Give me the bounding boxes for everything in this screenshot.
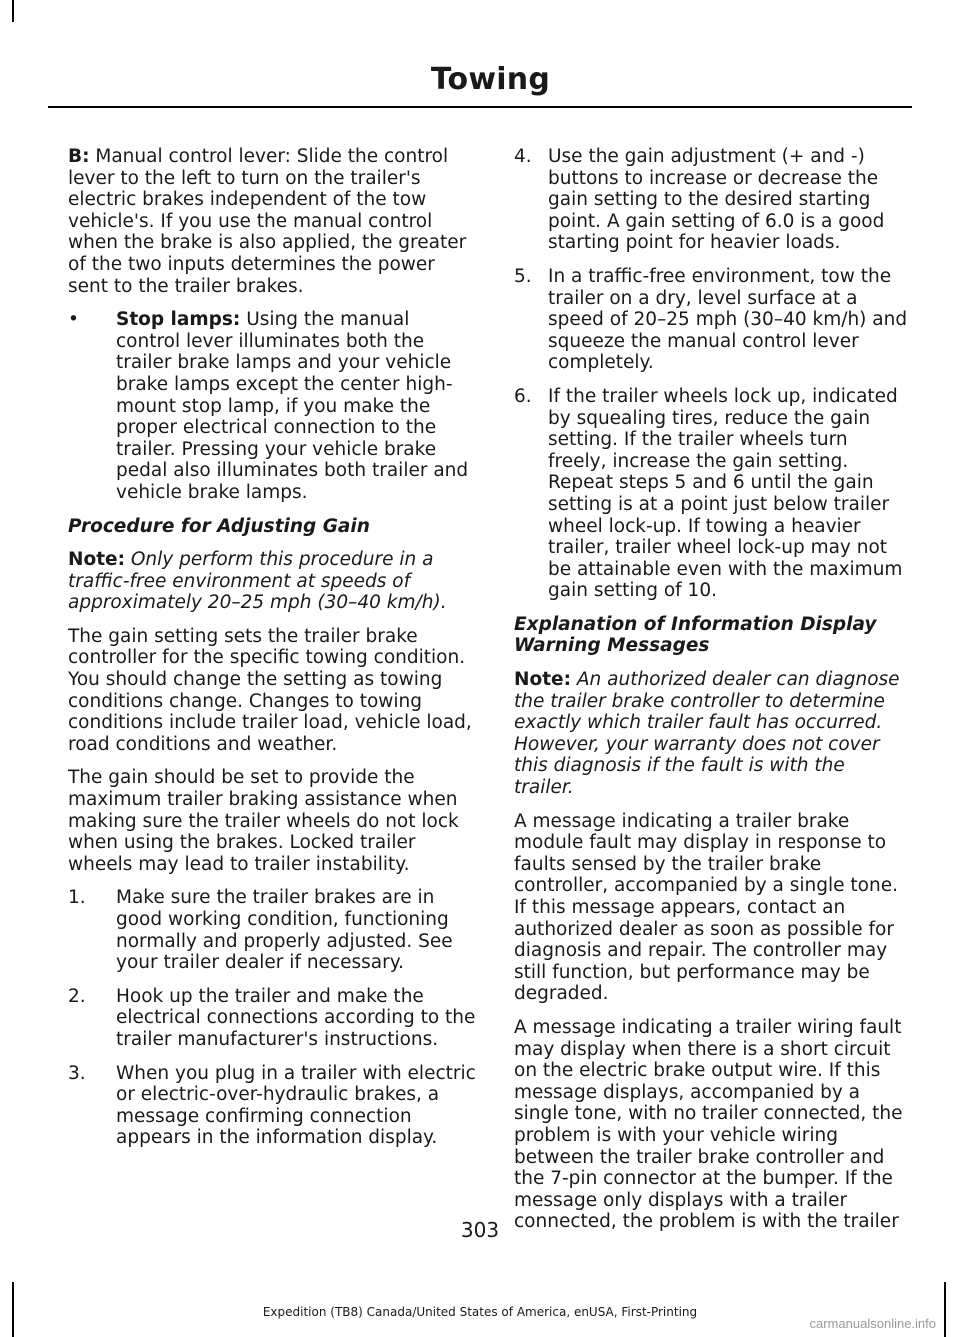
bullet-icon: • bbox=[68, 309, 79, 331]
step-number: 1. bbox=[68, 887, 86, 909]
step-item bbox=[68, 1063, 476, 1149]
section-heading-warnings: Explanation of Information Display Warning Messages bbox=[514, 613, 877, 657]
intro-paragraph bbox=[68, 146, 476, 297]
bullet-text: Using the manual control lever illuminates both the trailer brake lamps and your vehicle brake lamps except the center high-mount stop lamp, if you make the proper electrical connection to the trailer. Pressing your vehicle brake pedal also illuminates both trailer and vehicle brake lamps. bbox=[116, 309, 469, 503]
note-warnings bbox=[514, 669, 910, 799]
page-number: 303 bbox=[460, 1218, 500, 1242]
step-text: When you plug in a trailer with electric or electric-over-hydraulic brakes, a message confirming connection appears in the information display. bbox=[116, 1062, 476, 1149]
watermark: carmanualsonline.info bbox=[809, 1316, 936, 1331]
step-text: Use the gain adjustment (+ and -) buttons to increase or decrease the gain setting to the desired starting point. A gain setting of 6.0 is a good starting point for heavier loads. bbox=[548, 146, 885, 254]
paragraph: A message indicating a trailer wiring fault may display when there is a short circuit on the electric brake output wire. If this message displays, accompanied by a single tone, with no trailer connected, the problem is with your vehicle wiring between the trailer brake controller and the 7-pin connector at the bumper. If the message only displays with a trailer connected, the problem is with the trailer bbox=[514, 1016, 903, 1233]
paragraph: A message indicating a trailer brake module fault may display in response to faults sensed by the trailer brake controller, accompanied by a single tone. If this message appears, contact an authorized dealer as soon as possible for diagnosis and repair. The controller may still function, but performance may be degraded. bbox=[514, 810, 898, 1005]
step-number: 6. bbox=[514, 385, 532, 407]
note-label: Note: bbox=[514, 669, 571, 691]
right-column bbox=[514, 146, 910, 1245]
crop-mark-top-left bbox=[12, 0, 14, 22]
step-number: 3. bbox=[68, 1062, 86, 1084]
paragraph: The gain setting sets the trailer brake controller for the specific towing condition. You should change the setting as towing conditions change. Changes to towing conditions include trailer load, vehicle load, road conditions and weather. bbox=[68, 625, 472, 755]
step-number: 5. bbox=[514, 265, 532, 287]
step-item bbox=[514, 146, 910, 254]
step-item bbox=[68, 986, 476, 1051]
left-column bbox=[68, 146, 476, 1161]
intro-text: Manual control lever: Slide the control lever to the left to turn on the trailer's electric brakes independent of the tow vehicle's. If you use the manual control when the brake is also applied, the greater of the two inputs determines the power sent to the trailer brakes. bbox=[68, 146, 467, 297]
footer-text: Expedition (TB8) Canada/United States of America, enUSA, First-Printing bbox=[262, 1305, 698, 1319]
intro-label: B: bbox=[68, 146, 90, 167]
step-text: Hook up the trailer and make the electrical connections according to the trailer manufacturer's instructions. bbox=[116, 985, 476, 1050]
step-item bbox=[514, 266, 910, 374]
note-text: An authorized dealer can diagnose the trailer brake controller to determine exactly which trailer fault has occurred. However, your warranty does not cover this diagnosis if the fault is with the trailer. bbox=[514, 669, 900, 799]
note-gain bbox=[68, 549, 476, 614]
note-label: Note: bbox=[68, 549, 125, 571]
page-title: Towing bbox=[430, 62, 550, 97]
bullet-stop-lamps bbox=[68, 309, 476, 503]
note-text: Only perform this procedure in a traffic-free environment at speeds of approximately 20–25 mph (30–40 km/h). bbox=[68, 549, 447, 614]
step-text: If the trailer wheels lock up, indicated by squealing tires, reduce the gain setting. If the trailer wheels turn freely, increase the gain setting. Repeat steps 5 and 6 until the gain setting is at a point just below trailer wheel lock-up. If towing a heavier trailer, trailer wheel lock-up may not be attainable even with the maximum gain setting of 10. bbox=[548, 385, 903, 602]
paragraph: The gain should be set to provide the maximum trailer braking assistance when making sure the trailer wheels do not lock when using the brakes. Locked trailer wheels may lead to trailer instability. bbox=[68, 767, 459, 875]
bullet-label: Stop lamps: bbox=[116, 309, 241, 331]
step-number: 2. bbox=[68, 985, 86, 1007]
step-item bbox=[514, 386, 910, 602]
step-text: In a traffic-free environment, tow the trailer on a dry, level surface at a speed of 20–25 mph (30–40 km/h) and squeeze the manual control lever completely. bbox=[548, 265, 908, 374]
step-number: 4. bbox=[514, 146, 532, 167]
header-divider bbox=[48, 106, 912, 108]
step-text: Make sure the trailer brakes are in good working condition, functioning normally and properly adjusted. See your trailer dealer if necessary. bbox=[116, 887, 453, 974]
section-heading-gain: Procedure for Adjusting Gain bbox=[68, 515, 370, 537]
step-item bbox=[68, 887, 476, 973]
